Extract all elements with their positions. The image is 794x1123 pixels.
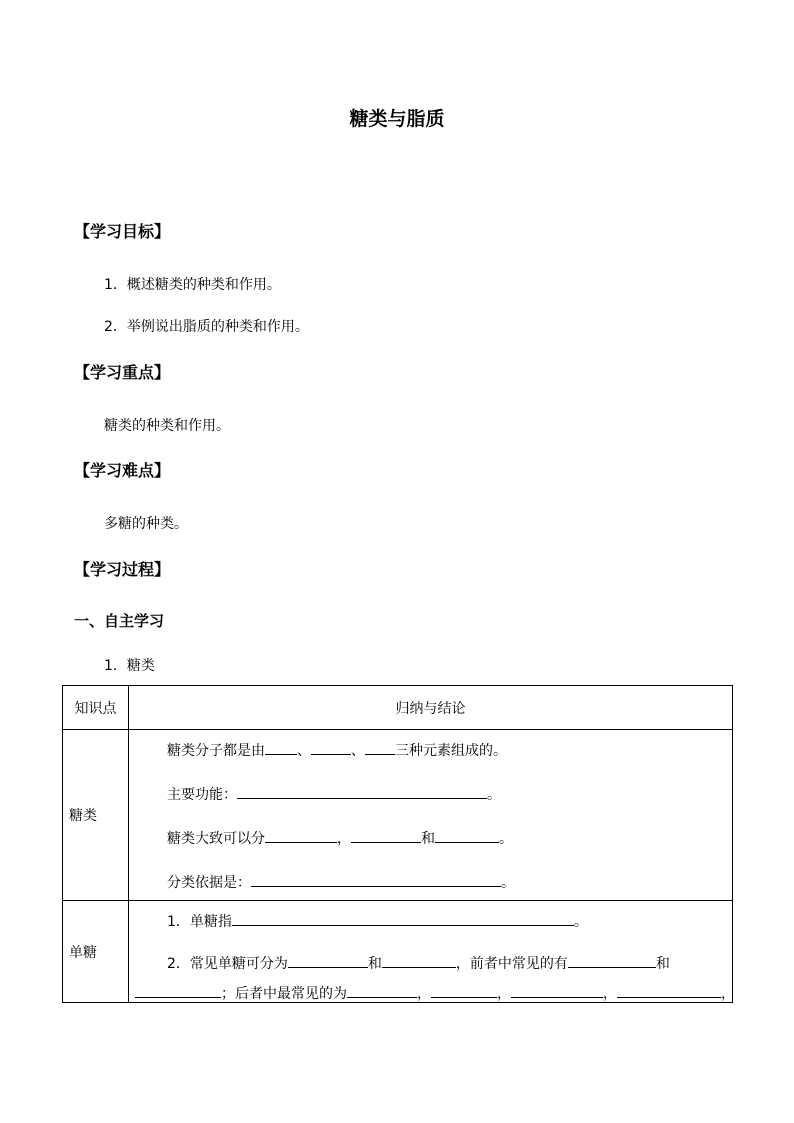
table-row	[63, 901, 733, 1003]
page-title: 糖类与脂质	[349, 108, 445, 130]
fill-blank[interactable]	[431, 983, 497, 998]
fill-blank[interactable]	[251, 872, 501, 887]
fill-blank[interactable]	[365, 740, 395, 755]
fill-blank[interactable]	[265, 828, 337, 843]
carb-line-elements: 糖类分子都是由 、 、 三种元素组成的。	[167, 740, 507, 760]
mono-line-common: ；后者中最常见的为 ， ， ， ，	[135, 983, 735, 1003]
knowledge-table	[62, 685, 733, 1003]
table-header-row	[63, 686, 733, 730]
header-conclusion: 归纳与结论	[129, 686, 733, 730]
header-knowledge-point: 知识点	[63, 686, 129, 730]
self-study-heading: 一、自主学习	[74, 612, 165, 630]
objectives-heading: 【学习目标】	[74, 222, 171, 241]
fill-blank[interactable]	[311, 740, 351, 755]
process-heading: 【学习过程】	[74, 560, 171, 579]
objective-item-1: 1．概述糖类的种类和作用。	[104, 277, 281, 293]
fill-blank[interactable]	[435, 828, 499, 843]
fill-blank[interactable]	[382, 953, 456, 968]
fill-blank[interactable]	[288, 953, 368, 968]
fill-blank[interactable]	[511, 983, 603, 998]
fill-blank[interactable]	[135, 983, 221, 998]
carb-line-basis: 分类依据是： 。	[167, 872, 515, 892]
fill-blank[interactable]	[265, 740, 297, 755]
row-label-carbohydrates: 糖类	[63, 730, 129, 901]
fill-blank[interactable]	[232, 911, 574, 926]
row-label-monosaccharide: 单糖	[63, 901, 129, 1003]
fill-blank[interactable]	[617, 983, 721, 998]
key-points-text: 糖类的种类和作用。	[104, 418, 230, 434]
difficulties-heading: 【学习难点】	[74, 461, 171, 480]
mono-line-definition: 1．单糖指 。	[167, 911, 588, 931]
table-row	[63, 730, 733, 901]
fill-blank[interactable]	[351, 828, 421, 843]
monosaccharide-content-cell	[129, 901, 733, 1003]
fill-blank[interactable]	[237, 784, 487, 799]
fill-blank[interactable]	[347, 983, 417, 998]
carbohydrates-subheading: 1．糖类	[104, 658, 155, 674]
mono-line-types: 2．常见单糖可分为 和 ，前者中常见的有 和	[167, 953, 670, 973]
key-points-heading: 【学习重点】	[74, 363, 171, 382]
difficulties-text: 多糖的种类。	[104, 516, 188, 532]
carb-line-categories: 糖类大致可以分 ， 和 。	[167, 828, 513, 848]
fill-blank[interactable]	[568, 953, 656, 968]
carb-line-function: 主要功能： 。	[167, 784, 501, 804]
carbohydrates-content-cell	[129, 730, 733, 901]
objective-item-2: 2．举例说出脂质的种类和作用。	[104, 319, 309, 335]
